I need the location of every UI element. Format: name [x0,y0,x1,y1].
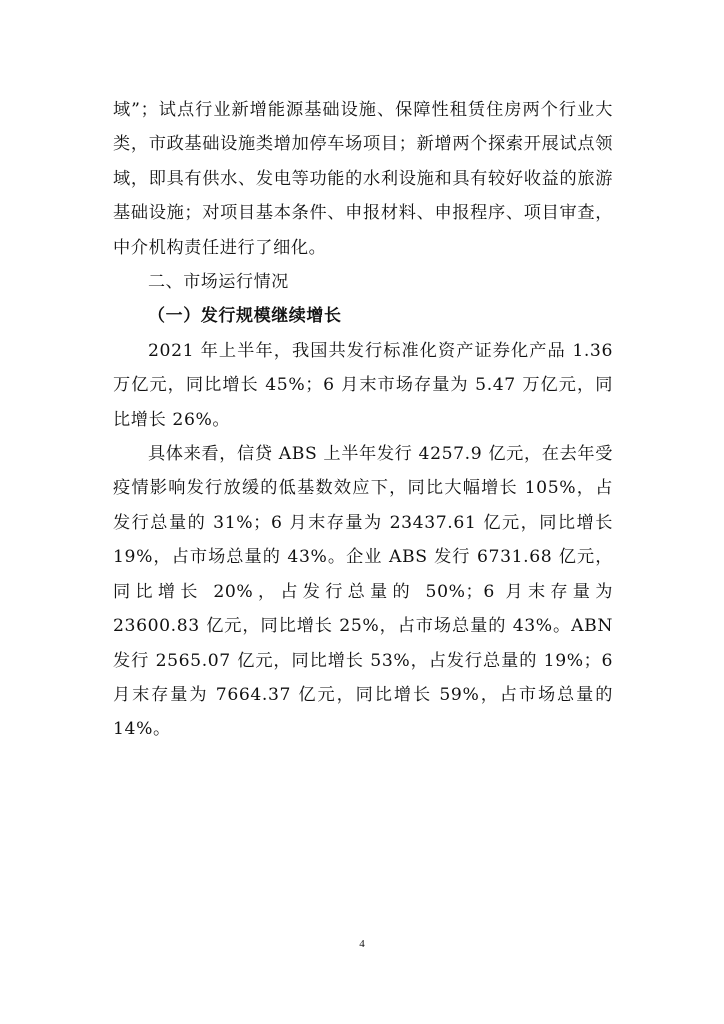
page-number: 4 [359,938,365,950]
paragraph-issuance-detail: 具体来看，信贷 ABS 上半年发行 4257.9 亿元，在去年受疫情影响发行放缓的低基数效应下，同比大幅增长 105%，占发行总量的 31%；6 月末存量为 23437.61 亿元，同比增长 19%，占市场总量的 43%。企业 ABS 发行 6731.68 亿元，同比增长 20%，占发行总量的 50%；6 月末存量为 23600.83 亿元，同比增长 25%，占市场总量的 43%。ABN 发行 2565.07 亿元，同比增长 53%，占发行总量的 19%；6 月末存量为 7664.37 亿元，同比增长 59%，占市场总量的 14%。 [113,444,613,740]
paragraph-continuation: 域”；试点行业新增能源基础设施、保障性租赁住房两个行业大类，市政基础设施类增加停车场项目；新增两个探索开展试点领域，即具有供水、发电等功能的水利设施和具有较好收益的旅游基础设施；对项目基本条件、申报材料、申报程序、项目审查，中介机构责任进行了细化。 [113,100,613,258]
paragraph-issuance-summary: 2021 年上半年，我国共发行标准化资产证券化产品 1.36 万亿元，同比增长 45%；6 月末市场存量为 5.47 万亿元，同比增长 26%。 [113,340,613,430]
document-body [113,93,613,747]
section-heading: 二、市场运行情况 [148,272,289,293]
subsection-heading: （一）发行规模继续增长 [148,306,342,327]
